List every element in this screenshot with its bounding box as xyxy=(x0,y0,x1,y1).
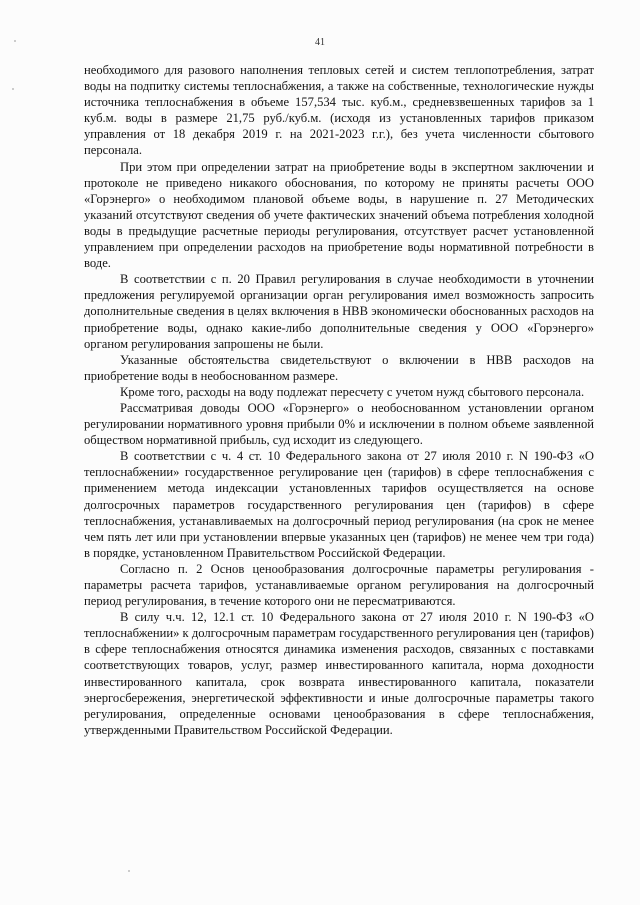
paragraph: Кроме того, расходы на воду подлежат пересчету с учетом нужд сбытового персонала. xyxy=(120,384,585,399)
scan-speck xyxy=(12,88,14,90)
paragraph: В соответствии с ч. 4 ст. 10 Федерального закона от 27 июля 2010 г. N 190-ФЗ «О теплоснабжении» государственное регулирование цен (тарифов) в сфере теплоснабжения с применением метода индексации установленных тарифов осуществляется на основе долгосрочных параметров государственного регулирования цен (тарифов) в сфере теплоснабжения, устанавливаемых на долгосрочный период регулирования (на срок не менее чем пять лет или при установлении впервые указанных цен (тарифов) не менее чем три года) в порядке, установленном Правительством Российской Федерации. xyxy=(84,449,594,560)
paragraph: Указанные обстоятельства свидетельствуют о включении в НВВ расходов на приобретение воды в необоснованном размере. xyxy=(84,352,594,383)
paragraph: необходимого для разового наполнения тепловых сетей и систем теплопотребления, затрат воды на подпитку системы теплоснабжения, а также на собственные, технологические нужды источника теплоснабжения в объеме 157,534 тыс. куб.м., средневзвешенных тарифов за 1 куб.м. воды в размере 21,75 руб./куб.м. (исходя из установленных тарифов приказом управления от 18 декабря 2019 г. на 2021-2023 г.г.), без учета численности сбытового персонала. xyxy=(84,63,594,158)
paragraph: В силу ч.ч. 12, 12.1 ст. 10 Федерального закона от 27 июля 2010 г. N 190-ФЗ «О теплоснабжении» к долгосрочным параметрам государственного регулирования цен (тарифов) в сфере теплоснабжения относятся динамика изменения расходов, связанных с поставками соответствующих товаров, услуг, размер инвестированного капитала, норма доходности инвестированного капитала, срок возврата инвестированного капитала, показатели энергосбережения, энергетической эффективности и иные долгосрочные параметры такого регулирования, определенные основами ценообразования в сфере теплоснабжения, утвержденными Правительством Российской Федерации. xyxy=(84,610,594,737)
paragraph: В соответствии с п. 20 Правил регулирования в случае необходимости в уточнении предложения регулируемой организации орган регулирования имел возможность запросить дополнительные сведения в целях включения в НВВ экономически обоснованных расходов на приобретение воды, однако какие-либо дополнительные сведения у ООО «Горэнерго» органом регулирования запрошены не были. xyxy=(84,272,594,351)
document-body xyxy=(84,62,594,738)
page-number: 41 xyxy=(315,37,325,48)
paragraph: Рассматривая доводы ООО «Горэнерго» о необоснованном установлении органом регулировании нормативного уровня прибыли 0% и исключении в полном объеме заявленной обществом нормативной прибыль, суд исходит из следующего. xyxy=(84,400,594,448)
scan-speck xyxy=(128,870,130,872)
paragraph: При этом при определении затрат на приобретение воды в экспертном заключении и протоколе не приведено никакого обоснования, по которому не приняты расчеты ООО «Горэнерго» о необходимом плановой объеме воды, в нарушение п. 27 Методических указаний отсутствуют сведения об учете фактических значений объема потребления холодной воды в предыдущие расчетные периоды регулирования, отсутствует расчет установленной управлением при определении расходов на приобретение воды нормативной потребности в воде. xyxy=(84,159,594,271)
paragraph: Согласно п. 2 Основ ценообразования долгосрочные параметры регулирования - параметры расчета тарифов, устанавливаемые органом регулирования на долгосрочный период регулирования, в течение которого они не пересматриваются. xyxy=(84,561,594,609)
